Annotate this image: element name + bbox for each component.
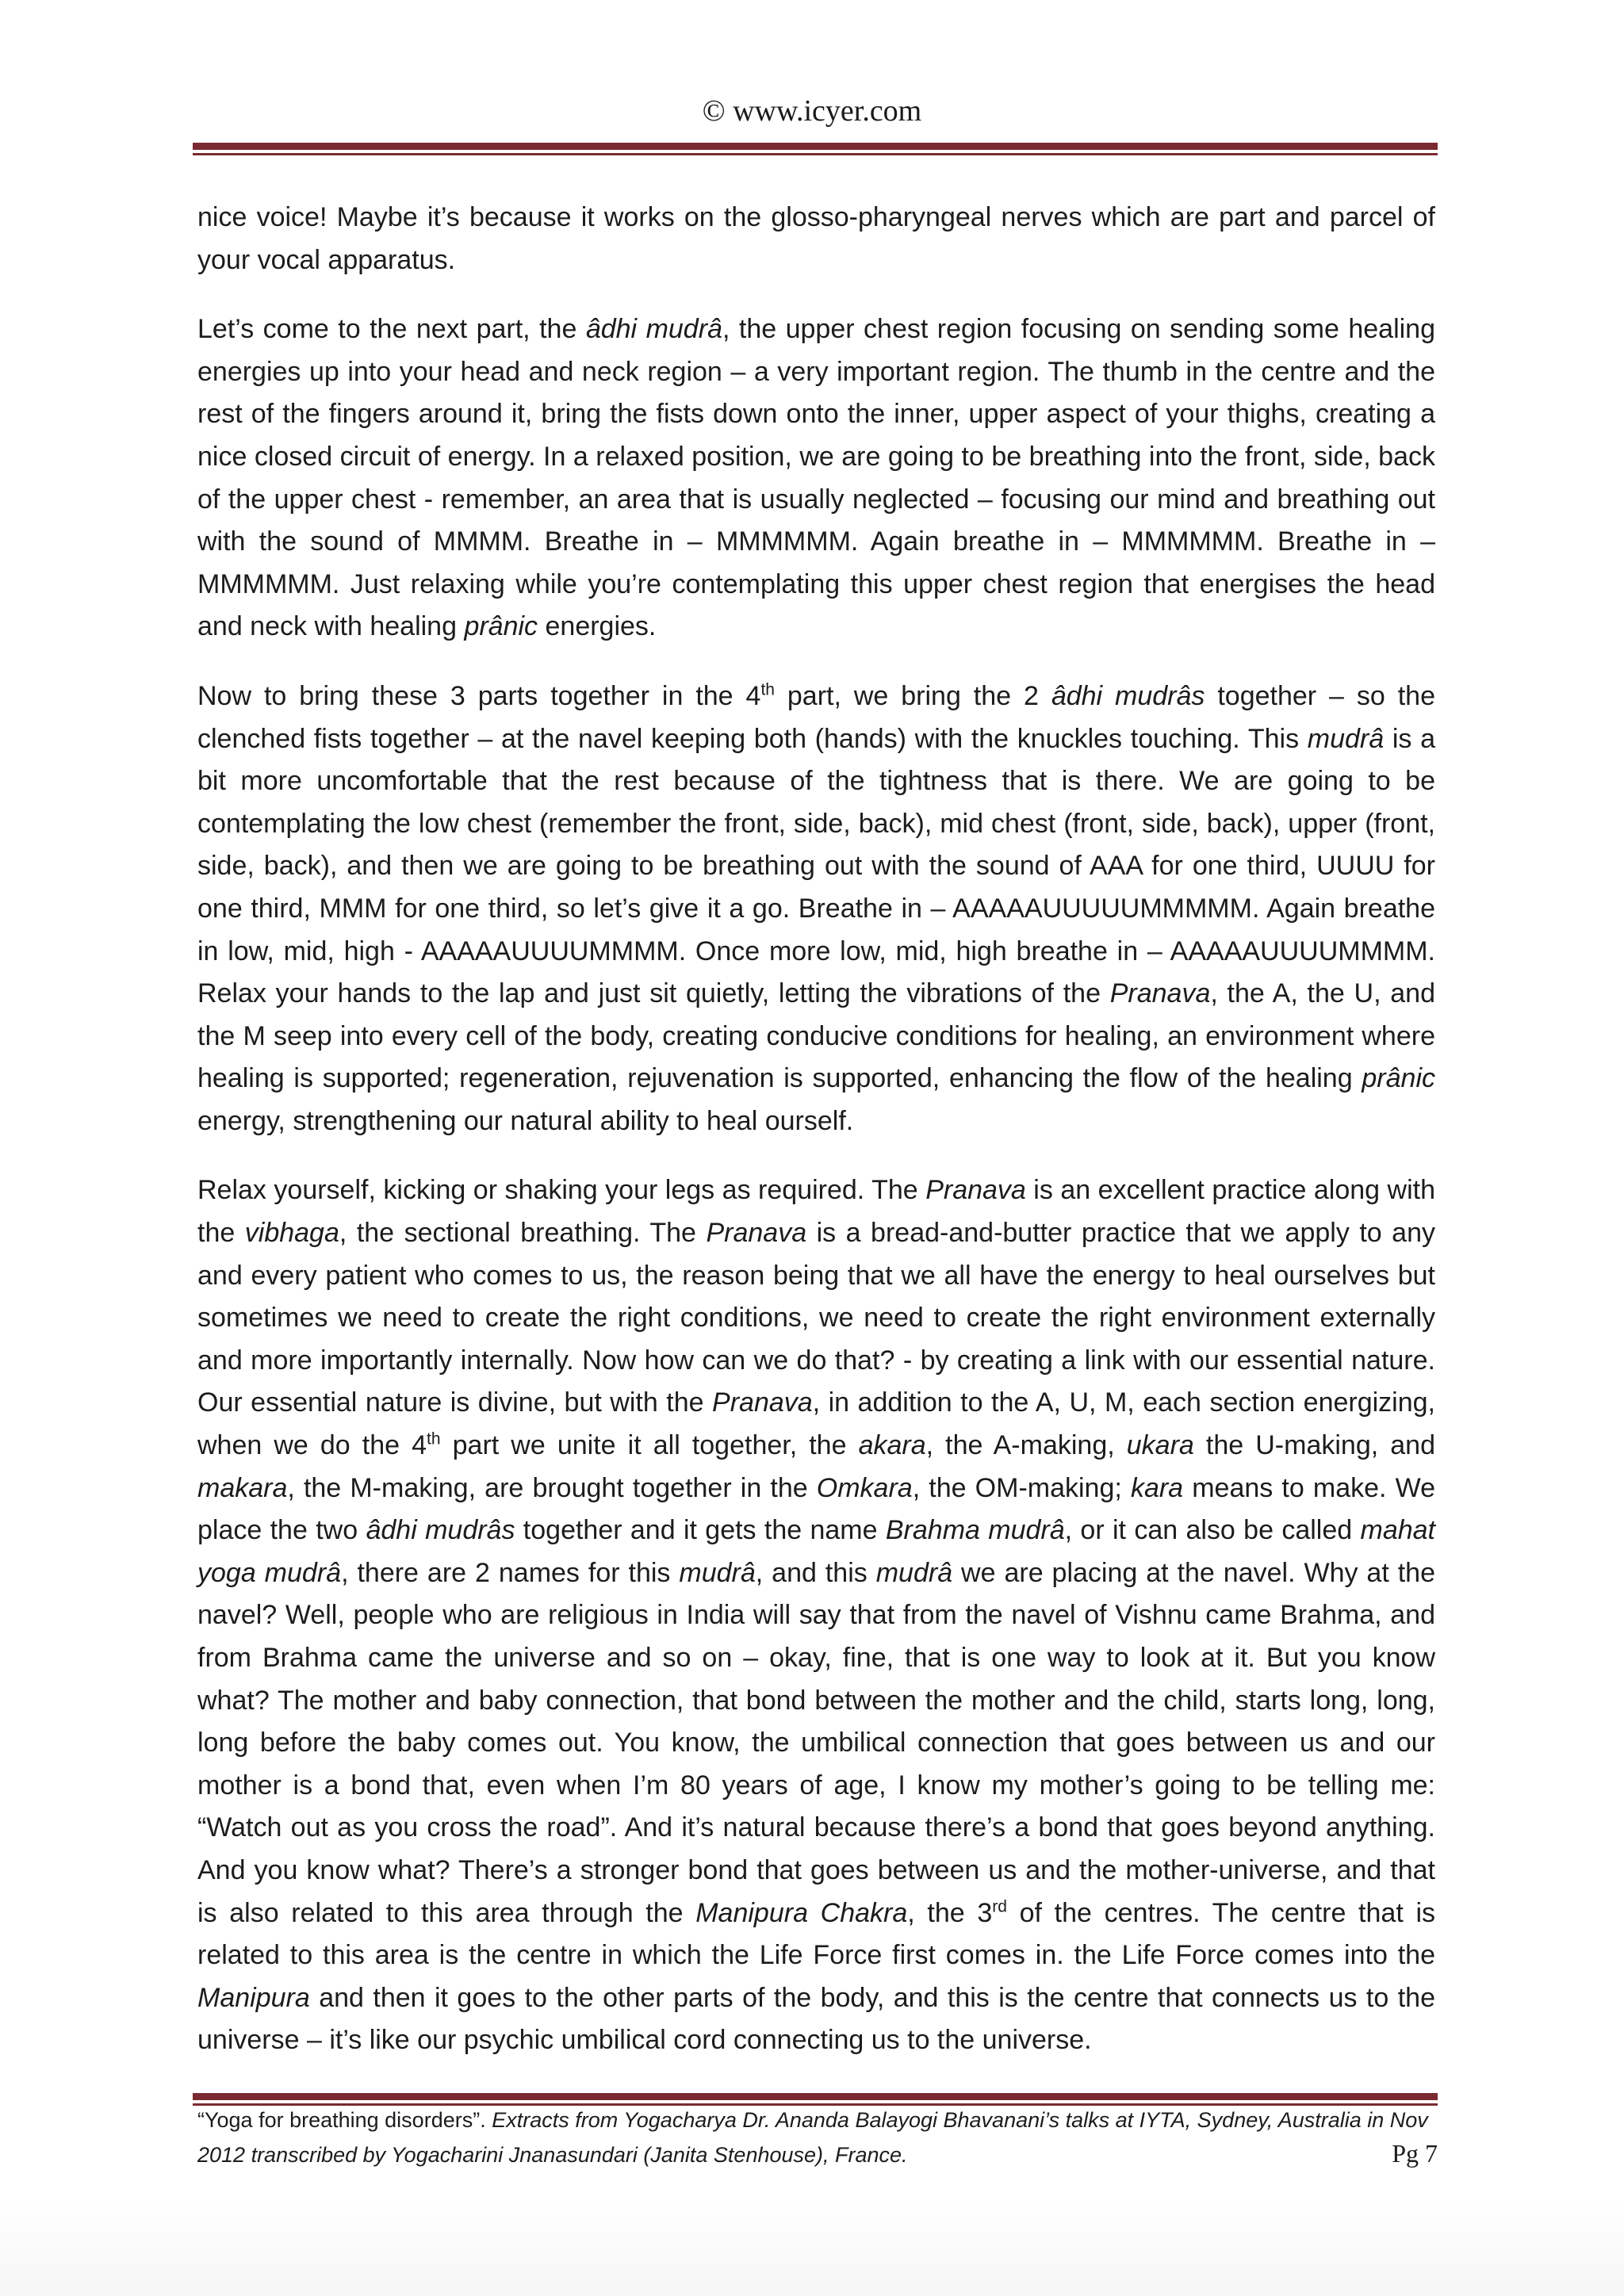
paragraph-2: Let’s come to the next part, the âdhi mudrâ, the upper chest region focusing on sending some healing energies up into your head and neck region – a very important region. The thumb in the centre and the rest of the fingers around it, bring the fists down onto the inner, upper aspect of your thighs, creating a nice closed circuit of energy. In a relaxed position, we are going to be breathing into the front, side, back of the upper chest - remember, an area that is usually neglected – focusing our mind and breathing out with the sound of MMMM. Breathe in – MMMMMM. Again breathe in – MMMMMM. Breathe in – MMMMMM. Just relaxing while you’re contemplating this upper chest region that energises the head and neck with healing prânic energies. (197, 314, 1435, 642)
footer-title: “Yoga for breathing disorders”. (197, 2108, 492, 2132)
header-divider (193, 143, 1438, 155)
paragraph-1: nice voice! Maybe it’s because it works on the glosso-pharyngeal nerves which are part and parcel of your vocal apparatus. (197, 202, 1435, 275)
page-bottom-margin (0, 2196, 1624, 2296)
paragraph-3: Now to bring these 3 parts together in the 4th part, we bring the 2 âdhi mudrâs together – so the clenched fists together – at the navel keeping both (hands) with the knuckles touching. This mudrâ is a bit more uncomfortable that the rest because of the tightness that is there. We are going to be contemplating the low chest (remember the front, side, back), mid chest (front, side, back), upper (front, side, back), and then we are going to be breathing out with the sound of AAA for one third, UUUU for one third, MMM for one third, so let’s give it a go. Breathe in – AAAAAUUUUUMMMMM. Again breathe in low, mid, high - AAAAAUUUUMMMM. Once more low, mid, high breathe in – AAAAAUUUUMMMM. Relax your hands to the lap and just sit quietly, letting the vibrations of the Pranava, the A, the U, and the M seep into every cell of the body, creating conducive conditions for healing, an environment where healing is supported; regeneration, rejuvenation is supported, enhancing the flow of the healing prânic energy, strengthening our natural ability to heal ourself. (197, 680, 1435, 1136)
page-number: Pg 7 (1392, 2139, 1438, 2168)
footer-citation (197, 2103, 1438, 2172)
body-text (197, 197, 1435, 2089)
footer-extract: Extracts from Yogacharya Dr. Ananda Balayogi Bhavanani’s talks at IYTA, Sydney, Australia in Nov 2012 transcribed by Yogacharini Jnanasundari (Janita Stenhouse), France. (197, 2108, 1428, 2167)
paragraph-4: Relax yourself, kicking or shaking your legs as required. The Pranava is an excellent practice along with the vibhaga, the sectional breathing. The Pranava is a bread-and-butter practice that we apply to any and every patient who comes to us, the reason being that we all have the energy to heal ourselves but sometimes we need to create the right conditions, we need to create the right environment externally and more importantly internally. Now how can we do that? - by creating a link with our essential nature. Our essential nature is divine, but with the Pranava, in addition to the A, U, M, each section energizing, when we do the 4th part we unite it all together, the akara, the A-making, ukara the U-making, and makara, the M-making, are brought together in the Omkara, the OM-making; kara means to make. We place the two âdhi mudrâs together and it gets the name Brahma mudrâ, or it can also be called mahat yoga mudrâ, there are 2 names for this mudrâ, and this mudrâ we are placing at the navel. Why at the navel? Well, people who are religious in India will say that from the navel of Vishnu came Brahma, and from Brahma came the universe and so on – okay, fine, that is one way to look at it. But you know what? The mother and baby connection, that bond between the mother and the child, starts long, long, long before the baby comes out. You know, the umbilical connection that goes between us and our mother is a bond that, even when I’m 80 years of age, I know my mother’s going to be telling me: “Watch out as you cross the road”. And it’s natural because there’s a bond that goes beyond anything. And you know what? There’s a stronger bond that goes between us and the mother-universe, and that is also related to this area through the Manipura Chakra, the 3rd of the centres. The centre that is related to this area is the centre in which the Life Force first comes in. the Life Force comes into the Manipura and then it goes to the other parts of the body, and this is the centre that connects us to the universe – it’s like our psychic umbilical cord connecting us to the universe. (197, 1175, 1436, 2056)
header-copyright: © www.icyer.com (702, 94, 922, 128)
